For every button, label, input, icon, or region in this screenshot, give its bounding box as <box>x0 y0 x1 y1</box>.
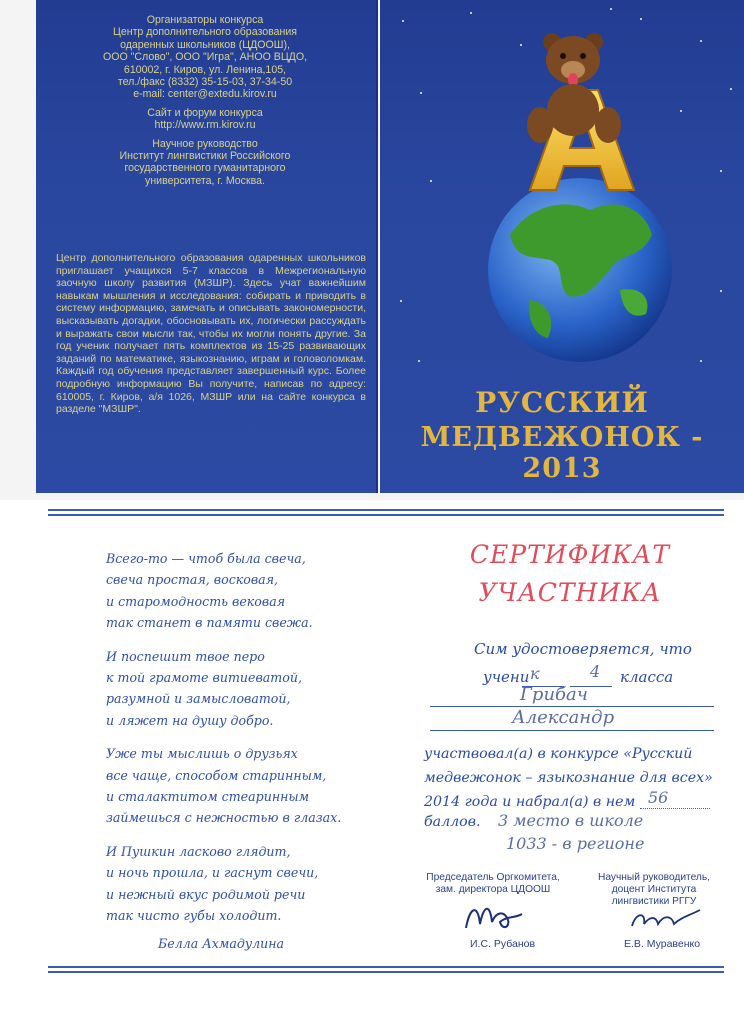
points-label: баллов. <box>424 814 481 830</box>
poem-line: к той грамоте витиеватой, <box>106 670 302 686</box>
contest-title-line1: РУССКИЙ <box>475 386 649 419</box>
bear-globe-emblem <box>470 20 690 365</box>
science-line: государственного гуманитарного <box>124 162 286 175</box>
poem-line: все чаще, способом старинным, <box>106 767 327 783</box>
left-caption-line: зам. директора ЦДООШ <box>435 884 551 895</box>
poem-line: так чисто губы холодит. <box>106 908 282 924</box>
contest-booklet-cover <box>0 0 744 500</box>
place-school: 3 место в школе <box>498 811 644 830</box>
poem-line: свеча простая, восковая, <box>106 572 279 588</box>
top-double-rule <box>48 509 724 516</box>
organizers-line: одаренных школьников (ЦДООШ), <box>120 38 290 51</box>
right-signer-name: Е.В. Муравенко <box>624 938 701 950</box>
score-line <box>640 808 710 809</box>
globe <box>488 178 672 362</box>
left-signer-name: И.С. Рубанов <box>470 938 536 950</box>
poem <box>106 548 396 966</box>
poem-stanza <box>106 841 396 954</box>
left-signature <box>460 898 530 938</box>
poem-stanza <box>106 743 396 829</box>
left-signer-caption <box>408 872 578 896</box>
certify-text: Сим удостоверяется, что <box>474 640 692 658</box>
right-signature <box>626 902 706 936</box>
contest-name-text: медвежонок – языкознание для всех» <box>424 770 713 786</box>
pupil-surname: Грибач <box>520 684 588 705</box>
certificate-title: СЕРТИФИКАТ <box>469 540 671 569</box>
poem-line: и сталактитом стеаринным <box>106 789 310 805</box>
right-caption-line: лингвистики РГГУ <box>611 896 697 907</box>
poem-line: так станет в памяти свежа. <box>106 615 313 631</box>
organizers-line: 610002, г. Киров, ул. Ленина,105, <box>123 63 287 76</box>
right-caption-line: Научный руководитель, <box>598 872 710 883</box>
organizers-line: Центр дополнительного образования <box>112 26 298 39</box>
poem-line: И Пушкин ласково глядит, <box>106 843 291 859</box>
class-label: класса <box>620 668 674 686</box>
poem-line: и старомодность вековая <box>106 593 286 609</box>
right-caption-line: доцент Института <box>611 884 697 895</box>
grade-value: 4 <box>590 662 601 681</box>
poem-line: Уже ты мыслишь о друзьях <box>106 746 298 762</box>
organizers-line: Организаторы конкурса <box>146 14 264 26</box>
organizers-email: e-mail: center@extedu.kirov.ru <box>133 88 277 101</box>
first-name-line <box>430 730 714 731</box>
poem-line: Всего-то — чтоб была свеча, <box>106 551 306 566</box>
place-region: 1033 - в регионе <box>506 834 645 853</box>
poem-line: И поспешит твое перо <box>106 648 265 664</box>
poem-stanza <box>106 646 396 732</box>
organizers-line: ООО "Слово", ООО "Игра", АНОО ВЦДО, <box>102 51 308 64</box>
poem-line: займешься с нежностью в глазах. <box>106 810 342 826</box>
school-description: Центр дополнительного образования одаренных школьников приглашает учащихся 5-7 классов в Межрегиональную заочную школу развития (МЗШР). Здесь учат важнейшим навыкам мышления и исследования: собирать и приводить в систему информацию, замечать и описывать закономерности, высказывать догадки, обосновывать их, логически рассуждать и выражать свои мысли так, чтобы их могли понять другие. За год ученик получает пять комплектов из 15-25 развивающих заданий по математике, языкознанию, играм и головоломкам. Каждый год обучения представляет завершенный курс. Более подробную информацию Вы получите, написав по адресу: 610005, г. Киров, а/я 1026, МЗШР или на сайте конкурса в разделе "МЗШР". <box>56 252 366 416</box>
participated-text: участвовал(а) в конкурсе «Русский <box>424 746 693 762</box>
science-line: Научное руководство <box>152 137 258 150</box>
pupil-suffix: к <box>530 664 540 683</box>
poem-author: Белла Ахмадулина <box>158 935 285 951</box>
score-value: 56 <box>648 788 669 807</box>
poem-stanza <box>106 548 396 634</box>
poem-line: и ляжет на душу добро. <box>106 712 274 728</box>
pupil-label: учени <box>483 668 530 686</box>
poem-line: разумной и замысловатой, <box>106 691 291 707</box>
poem-line: и нежный вкус родимой речи <box>106 886 306 902</box>
organizers-line: тел./факс (8332) 35-15-03, 37-34-50 <box>117 76 293 89</box>
year-scored-text: 2014 года и набрал(а) в нем <box>424 794 636 810</box>
science-line: Институт лингвистики Российского <box>119 150 291 163</box>
pupil-first-name: Александр <box>512 707 615 728</box>
organizers-block <box>40 14 370 187</box>
site-label: Сайт и форум конкурса <box>147 106 263 119</box>
contest-title-line2: МЕДВЕЖОНОК - 2013 <box>420 422 704 484</box>
left-caption-line: Председатель Оргкомитета, <box>426 872 560 883</box>
science-line: университета, г. Москва. <box>145 174 265 187</box>
poem-line: и ночь прошла, и гаснут свечи, <box>106 865 319 881</box>
certificate-subtitle: УЧАСТНИКА <box>478 578 662 607</box>
site-url: http://www.rm.kirov.ru <box>154 119 256 132</box>
bottom-double-rule <box>48 966 724 973</box>
bear-mascot <box>527 33 621 143</box>
